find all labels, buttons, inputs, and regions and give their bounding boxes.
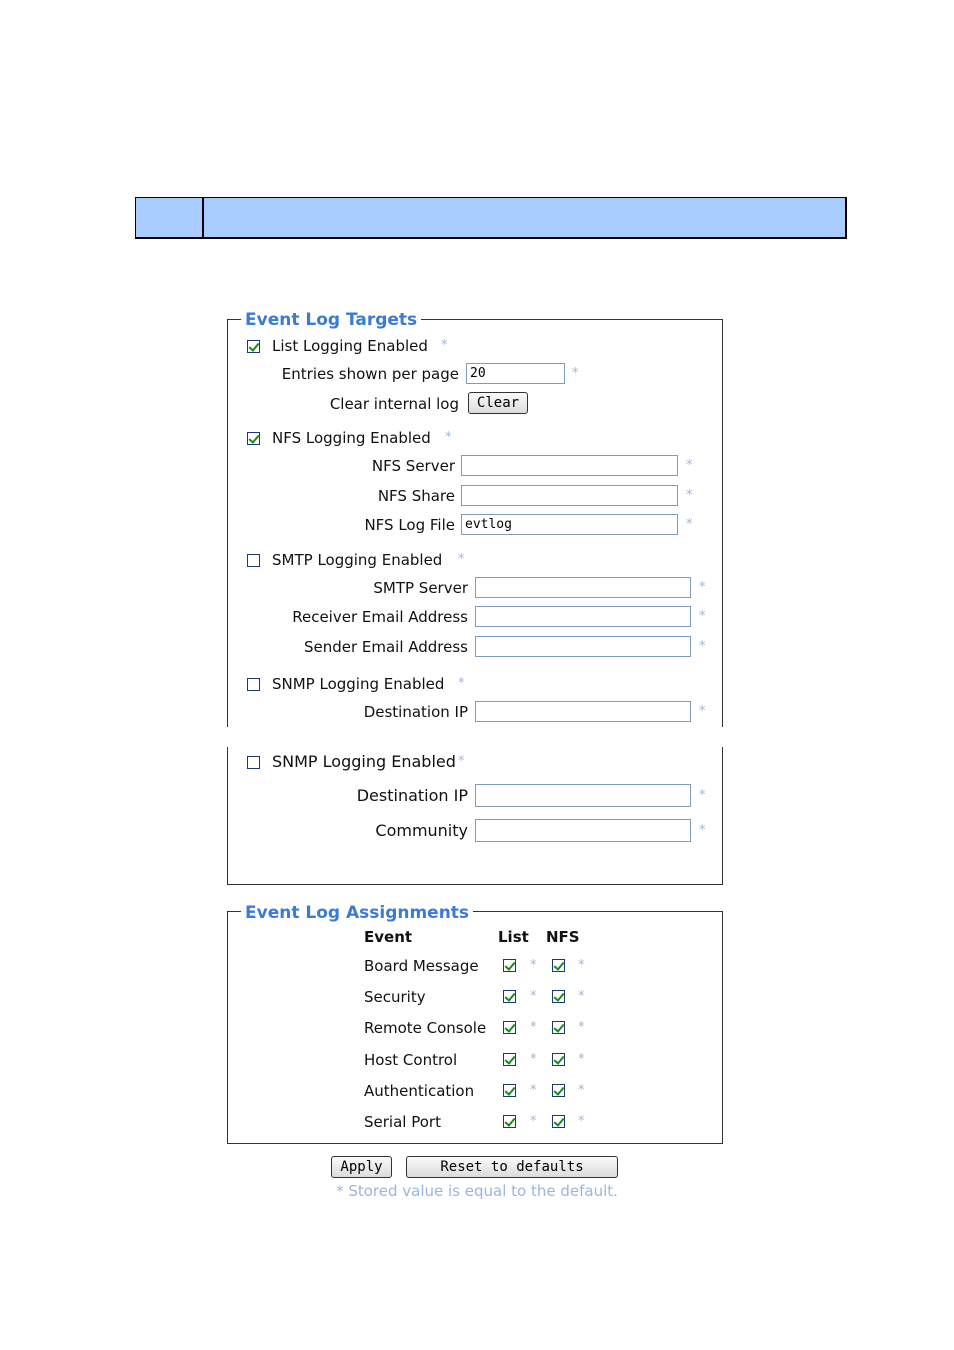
default-marker: *	[699, 580, 706, 595]
default-marker: *	[530, 1114, 537, 1129]
default-marker: *	[530, 1020, 537, 1035]
default-marker: *	[578, 1020, 585, 1035]
event-label: Authentication	[364, 1082, 475, 1100]
column-header-event: Event	[364, 928, 413, 946]
nfs-checkbox[interactable]	[552, 990, 565, 1003]
default-marker: *	[578, 1083, 585, 1098]
smtp-server-input[interactable]	[475, 577, 691, 598]
nfs-share-input[interactable]	[461, 485, 678, 506]
event-label: Serial Port	[364, 1113, 441, 1131]
smtp-logging-label: SMTP Logging Enabled	[272, 551, 443, 569]
default-marker: *	[445, 430, 452, 445]
nfs-checkbox[interactable]	[552, 1053, 565, 1066]
event-label: Host Control	[364, 1051, 458, 1069]
default-footnote: * Stored value is equal to the default.	[336, 1182, 618, 1200]
entries-input[interactable]: 20	[466, 363, 565, 384]
community-input[interactable]	[475, 819, 691, 842]
list-checkbox[interactable]	[503, 1115, 516, 1128]
snmp-logging-label: SNMP Logging Enabled	[272, 752, 456, 771]
nfs-server-input[interactable]	[461, 455, 678, 476]
reset-defaults-button[interactable]: Reset to defaults	[406, 1156, 618, 1178]
default-marker: *	[458, 552, 465, 567]
nfs-server-label: NFS Server	[371, 457, 455, 475]
event-label: Remote Console	[364, 1019, 487, 1037]
default-marker: *	[699, 788, 706, 803]
nfs-checkbox[interactable]	[552, 959, 565, 972]
sender-email-label: Sender Email Address	[303, 638, 468, 656]
default-marker: *	[699, 639, 706, 654]
snmp-logging-checkbox[interactable]	[247, 756, 260, 769]
default-marker: *	[530, 1052, 537, 1067]
destination-ip-input[interactable]	[475, 784, 691, 807]
destination-ip-label: Destination IP	[356, 786, 468, 805]
nfs-logging-checkbox[interactable]	[247, 432, 260, 445]
clear-button[interactable]: Clear	[468, 392, 528, 414]
default-marker: *	[578, 958, 585, 973]
list-checkbox[interactable]	[503, 1053, 516, 1066]
default-marker: *	[699, 823, 706, 838]
header-divider	[202, 198, 204, 237]
column-header-list: List	[498, 928, 529, 946]
targets-legend: Event Log Targets	[241, 310, 421, 330]
default-marker: *	[578, 1052, 585, 1067]
destination-ip-label: Destination IP	[363, 703, 468, 721]
snmp-logging-label: SNMP Logging Enabled	[272, 675, 445, 693]
event-label: Security	[364, 988, 426, 1006]
nfs-logging-label: NFS Logging Enabled	[272, 429, 431, 447]
header-bar	[135, 197, 847, 239]
default-marker: *	[699, 704, 706, 719]
list-logging-checkbox[interactable]	[247, 340, 260, 353]
nfs-checkbox[interactable]	[552, 1084, 565, 1097]
default-marker: *	[458, 676, 465, 691]
clear-log-label: Clear internal log	[329, 395, 459, 413]
smtp-logging-checkbox[interactable]	[247, 554, 260, 567]
assignments-legend: Event Log Assignments	[241, 903, 473, 923]
default-marker: *	[441, 338, 448, 353]
list-checkbox[interactable]	[503, 990, 516, 1003]
list-checkbox[interactable]	[503, 959, 516, 972]
sender-email-input[interactable]	[475, 636, 691, 657]
entries-label: Entries shown per page	[281, 365, 459, 383]
default-marker: *	[686, 517, 693, 532]
nfs-logfile-input[interactable]: evtlog	[461, 514, 678, 535]
default-marker: *	[686, 488, 693, 503]
smtp-server-label: SMTP Server	[373, 579, 468, 597]
list-checkbox[interactable]	[503, 1021, 516, 1034]
default-marker: *	[458, 754, 465, 769]
default-marker: *	[699, 609, 706, 624]
nfs-logfile-label: NFS Log File	[364, 516, 455, 534]
nfs-checkbox[interactable]	[552, 1115, 565, 1128]
nfs-checkbox[interactable]	[552, 1021, 565, 1034]
destination-ip-input[interactable]	[475, 701, 691, 722]
apply-button[interactable]: Apply	[331, 1156, 392, 1178]
receiver-email-input[interactable]	[475, 606, 691, 627]
receiver-email-label: Receiver Email Address	[292, 608, 468, 626]
column-header-nfs: NFS	[546, 928, 580, 946]
list-checkbox[interactable]	[503, 1084, 516, 1097]
default-marker: *	[578, 1114, 585, 1129]
list-logging-label: List Logging Enabled	[272, 337, 428, 355]
community-label: Community	[375, 821, 468, 840]
event-label: Board Message	[364, 957, 479, 975]
snmp-logging-checkbox[interactable]	[247, 678, 260, 691]
default-marker: *	[530, 989, 537, 1004]
nfs-share-label: NFS Share	[377, 487, 455, 505]
default-marker: *	[572, 366, 579, 381]
default-marker: *	[530, 1083, 537, 1098]
default-marker: *	[686, 458, 693, 473]
default-marker: *	[578, 989, 585, 1004]
default-marker: *	[530, 958, 537, 973]
